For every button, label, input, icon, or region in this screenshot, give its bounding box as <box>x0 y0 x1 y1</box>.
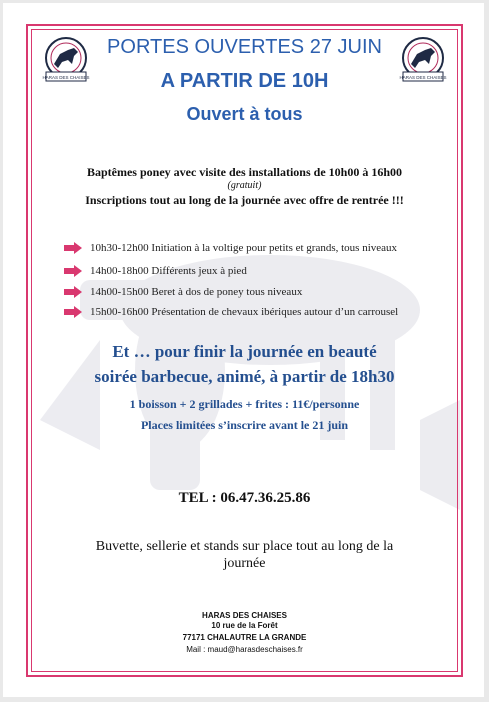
schedule-item-text: 14h00-18h00 Différents jeux à pied <box>90 265 247 277</box>
logo-text: HARAS DES CHAISES <box>42 75 90 80</box>
arrow-right-icon <box>64 242 82 254</box>
intro-line-1: Baptêmes poney avec visite des installations de 10h00 à 16h00 <box>86 165 402 179</box>
schedule-item-text: 14h00-15h00 Beret à dos de poney tous niveaux <box>90 286 303 298</box>
telephone-number: TEL : 06.47.36.25.86 <box>178 490 311 506</box>
intro-line-3: Inscriptions tout au long de la journée avec offre de rentrée !!! <box>85 193 404 207</box>
schedule-item-text: 10h30-12h00 Initiation à la voltige pour petits et grands, tous niveaux <box>90 242 398 254</box>
schedule-item <box>64 306 464 322</box>
places-line: Places limitées s’inscrire avant le 21 juin <box>140 418 349 432</box>
arrow-right-icon <box>64 265 82 277</box>
address-mail: Mail : maud@harasdeschaises.fr <box>186 645 303 654</box>
buvette-line-2: journée <box>223 556 266 571</box>
ending-line-2: soirée barbecue, animé, à partir de 18h30 <box>94 367 395 386</box>
schedule-item-text: 15h00-16h00 Présentation de chevaux ibériques autour d’un carrousel <box>90 306 399 318</box>
address-name: HARAS DES CHAISES <box>202 611 287 620</box>
title-line-1: PORTES OUVERTES 27 JUIN <box>107 36 382 58</box>
arrow-right-icon <box>64 286 82 298</box>
schedule-item <box>64 242 464 258</box>
buvette-line-1: Buvette, sellerie et stands sur place tout au long de la <box>95 539 394 554</box>
schedule-item <box>64 265 464 281</box>
price-line: 1 boisson + 2 grillades + frites : 11€/personne <box>129 397 360 411</box>
address-street: 10 rue de la Forêt <box>211 621 278 630</box>
arrow-right-icon <box>64 306 82 318</box>
title-line-2: A PARTIR DE 10H <box>160 70 329 92</box>
intro-line-2: (gratuit) <box>227 180 262 191</box>
ending-line-1: Et … pour finir la journée en beauté <box>112 342 377 361</box>
title-line-3: Ouvert à tous <box>186 104 303 124</box>
logo-text: HARAS DES CHAISES <box>399 75 447 80</box>
address-city: 77171 CHALAUTRE LA GRANDE <box>182 633 307 642</box>
schedule-item <box>64 286 464 302</box>
